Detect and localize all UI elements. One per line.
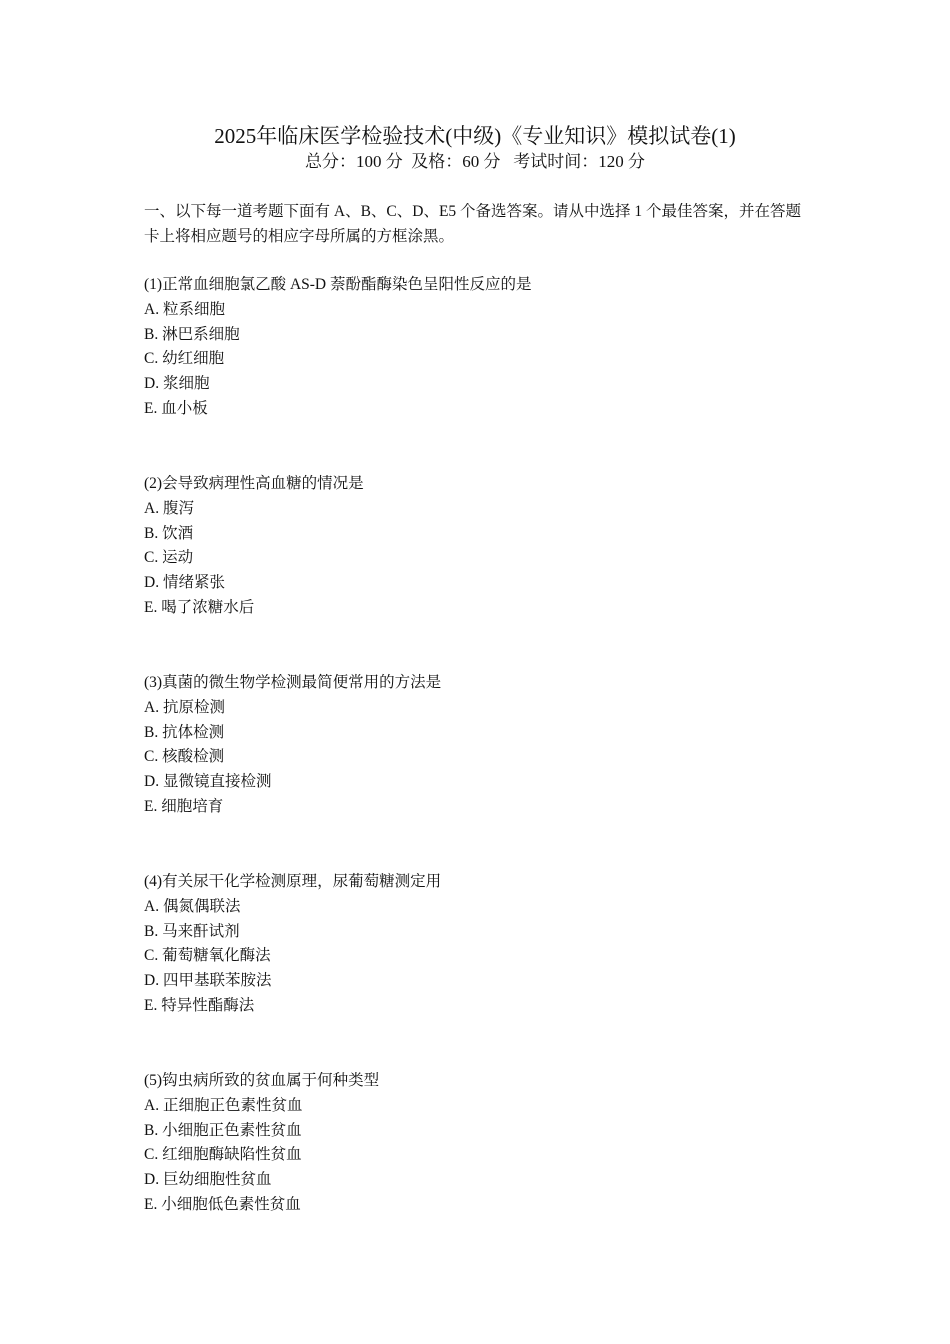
option-a: A. 偶氮偶联法	[144, 897, 241, 915]
option-e: E. 特异性酯酶法	[144, 996, 255, 1014]
question-stem: (4)有关尿干化学检测原理，尿葡萄糖测定用	[144, 873, 442, 890]
option-a: A. 抗原检测	[144, 698, 225, 716]
option-d: D. 四甲基联苯胺法	[144, 972, 272, 990]
question-stem: (3)真菌的微生物学检测最简便常用的方法是	[144, 674, 442, 691]
option-a: A. 正细胞正色素性贫血	[144, 1096, 303, 1114]
exam-title: 2025年临床医学检验技术(中级)《专业知识》模拟试卷(1)	[214, 124, 736, 148]
option-c: C. 运动	[144, 549, 194, 567]
option-e: E. 小细胞低色素性贫血	[144, 1195, 301, 1213]
option-b: B. 小细胞正色素性贫血	[144, 1121, 302, 1139]
option-e: E. 喝了浓糖水后	[144, 598, 255, 616]
question-stem: (2)会导致病理性高血糖的情况是	[144, 475, 364, 492]
question-stem: (5)钩虫病所致的贫血属于何种类型	[144, 1072, 380, 1089]
option-c: C. 红细胞酶缺陷性贫血	[144, 1146, 302, 1164]
section-instructions: 一、以下每一道考题下面有 A、B、C、D、E5 个备选答案。请从中选择 1 个最佳答案，并在答题卡上将相应题号的相应字母所属的方框涂黑。	[144, 203, 802, 245]
option-b: B. 淋巴系细胞	[144, 325, 240, 343]
option-d: D. 浆细胞	[144, 375, 210, 393]
question-1	[144, 273, 824, 422]
option-c: C. 核酸检测	[144, 748, 225, 766]
option-e: E. 细胞培育	[144, 797, 224, 815]
exam-summary: 总分：100 分 及格：60 分 考试时间：120 分	[305, 152, 645, 171]
option-d: D. 显微镜直接检测	[144, 773, 272, 791]
option-a: A. 粒系细胞	[144, 300, 225, 318]
question-3	[144, 671, 824, 820]
question-4	[144, 870, 824, 1019]
option-c: C. 幼红细胞	[144, 350, 225, 368]
option-b: B. 抗体检测	[144, 723, 225, 741]
option-b: B. 马来酐试剂	[144, 922, 240, 940]
option-d: D. 情绪紧张	[144, 574, 225, 592]
option-d: D. 巨幼细胞性贫血	[144, 1171, 272, 1189]
option-e: E. 血小板	[144, 399, 208, 417]
question-2	[144, 472, 824, 621]
option-a: A. 腹泻	[144, 499, 194, 517]
question-5	[144, 1069, 824, 1218]
question-stem: (1)正常血细胞氯乙酸 AS-D 萘酚酯酶染色呈阳性反应的是	[144, 276, 532, 293]
option-b: B. 饮酒	[144, 524, 194, 542]
option-c: C. 葡萄糖氧化酶法	[144, 947, 271, 965]
